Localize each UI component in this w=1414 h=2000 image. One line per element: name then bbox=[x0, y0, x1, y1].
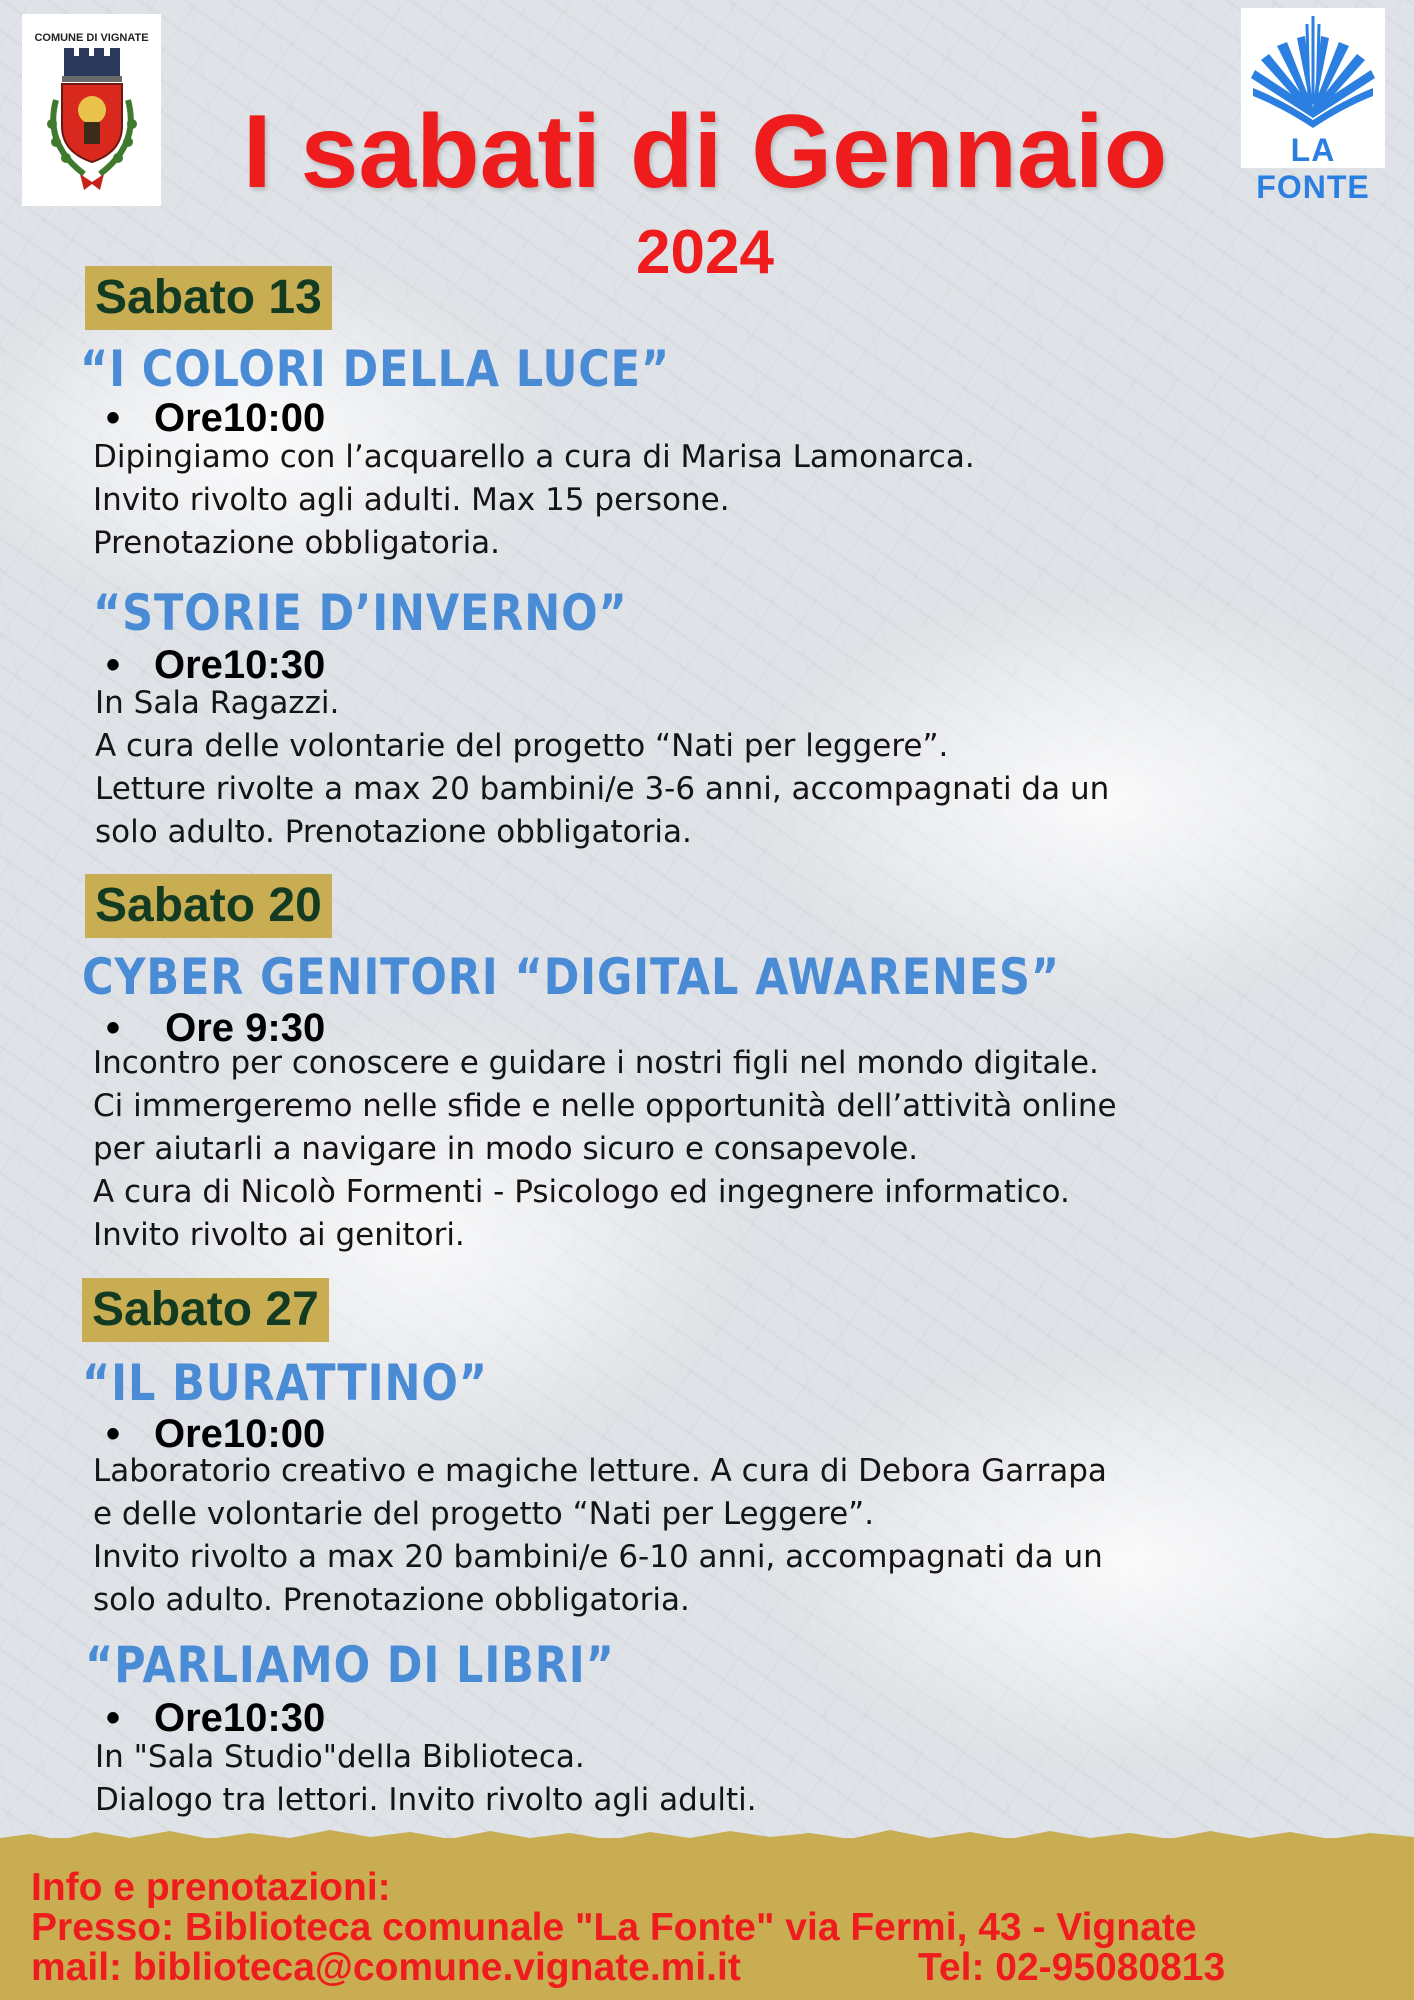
bullet-icon: • bbox=[106, 1006, 121, 1050]
comune-vignate-logo bbox=[22, 14, 161, 206]
description-line: per aiutarli a navigare in modo sicuro e consapevole. bbox=[93, 1131, 919, 1167]
date-label-sabato-13: Sabato 13 bbox=[85, 266, 332, 330]
description-line: Laboratorio creativo e magiche letture. A cura di Debora Garrapa bbox=[93, 1453, 1107, 1489]
bullet-icon: • bbox=[106, 1412, 121, 1456]
event-title-parliamo-libri: “PARLIAMO DI LIBRI” bbox=[85, 1636, 615, 1694]
la-fonte-logo bbox=[1241, 8, 1385, 205]
description-line: Invito rivolto a max 20 bambini/e 6-10 anni, accompagnati da un bbox=[93, 1539, 1103, 1575]
bullet-icon: • bbox=[106, 396, 121, 440]
event-time-bullet bbox=[106, 398, 325, 438]
description-line: Ci immergeremo nelle sfide e nelle opportunità dell’attività online bbox=[93, 1088, 1117, 1124]
description-line: In Sala Ragazzi. bbox=[95, 685, 340, 721]
event-description bbox=[93, 436, 975, 565]
description-line: Dipingiamo con l’acquarello a cura di Marisa Lamonarca. bbox=[93, 439, 975, 475]
event-time: Ore10:30 bbox=[154, 1696, 326, 1740]
footer-phone[interactable]: Tel: 02-95080813 bbox=[918, 1946, 1226, 1989]
description-line: Invito rivolto agli adulti. Max 15 persone. bbox=[93, 482, 730, 518]
page-title: I sabati di Gennaio bbox=[242, 94, 1168, 210]
bullet-icon: • bbox=[106, 1696, 121, 1740]
date-label-sabato-20: Sabato 20 bbox=[85, 874, 332, 938]
description-line: Letture rivolte a max 20 bambini/e 3-6 anni, accompagnati da un bbox=[95, 771, 1110, 807]
footer-email[interactable]: mail: biblioteca@comune.vignate.mi.it bbox=[31, 1946, 741, 1989]
description-line: solo adulto. Prenotazione obbligatoria. bbox=[93, 1582, 690, 1618]
event-title-burattino: “IL BURATTINO” bbox=[82, 1354, 488, 1412]
event-description bbox=[93, 1042, 1117, 1257]
footer bbox=[0, 1838, 1414, 2000]
footer-address: Presso: Biblioteca comunale "La Fonte" via Fermi, 43 - Vignate bbox=[31, 1906, 1197, 1949]
event-description bbox=[95, 1736, 757, 1822]
event-time: Ore10:00 bbox=[154, 396, 326, 440]
description-line: Invito rivolto ai genitori. bbox=[93, 1217, 465, 1253]
event-time-bullet bbox=[106, 1414, 325, 1454]
event-title-storie-inverno: “STORIE D’INVERNO” bbox=[93, 584, 628, 642]
description-line: Prenotazione obbligatoria. bbox=[93, 525, 501, 561]
footer-info-heading: Info e prenotazioni: bbox=[31, 1866, 391, 1909]
event-time-bullet bbox=[106, 1698, 325, 1738]
event-description bbox=[93, 1450, 1107, 1622]
event-time: Ore 9:30 bbox=[154, 1006, 326, 1050]
description-line: Dialogo tra lettori. Invito rivolto agli adulti. bbox=[95, 1782, 757, 1818]
event-title-colori-luce: “I COLORI DELLA LUCE” bbox=[80, 340, 671, 398]
event-description bbox=[95, 682, 1109, 854]
logo-left-text: COMUNE DI VIGNATE bbox=[34, 32, 149, 44]
description-line: A cura di Nicolò Formenti - Psicologo ed ingegnere informatico. bbox=[93, 1174, 1070, 1210]
event-time: Ore10:00 bbox=[154, 1412, 326, 1456]
bullet-icon: • bbox=[106, 643, 121, 687]
description-line: In "Sala Studio"della Biblioteca. bbox=[95, 1739, 585, 1775]
description-line: e delle volontarie del progetto “Nati per Leggere”. bbox=[93, 1496, 875, 1532]
event-title-cyber-genitori: CYBER GENITORI “DIGITAL AWARENES” bbox=[82, 948, 1061, 1006]
date-label-sabato-27: Sabato 27 bbox=[82, 1278, 329, 1342]
coat-of-arms-icon bbox=[22, 14, 161, 206]
description-line: solo adulto. Prenotazione obbligatoria. bbox=[95, 814, 692, 850]
event-time: Ore10:30 bbox=[154, 643, 326, 687]
page-year: 2024 bbox=[636, 218, 774, 287]
logo-right-text: LA FONTE bbox=[1256, 132, 1370, 205]
event-time-bullet bbox=[106, 645, 325, 685]
description-line: A cura delle volontarie del progetto “Nati per leggere”. bbox=[95, 728, 949, 764]
description-line: Incontro per conoscere e guidare i nostri figli nel mondo digitale. bbox=[93, 1045, 1099, 1081]
